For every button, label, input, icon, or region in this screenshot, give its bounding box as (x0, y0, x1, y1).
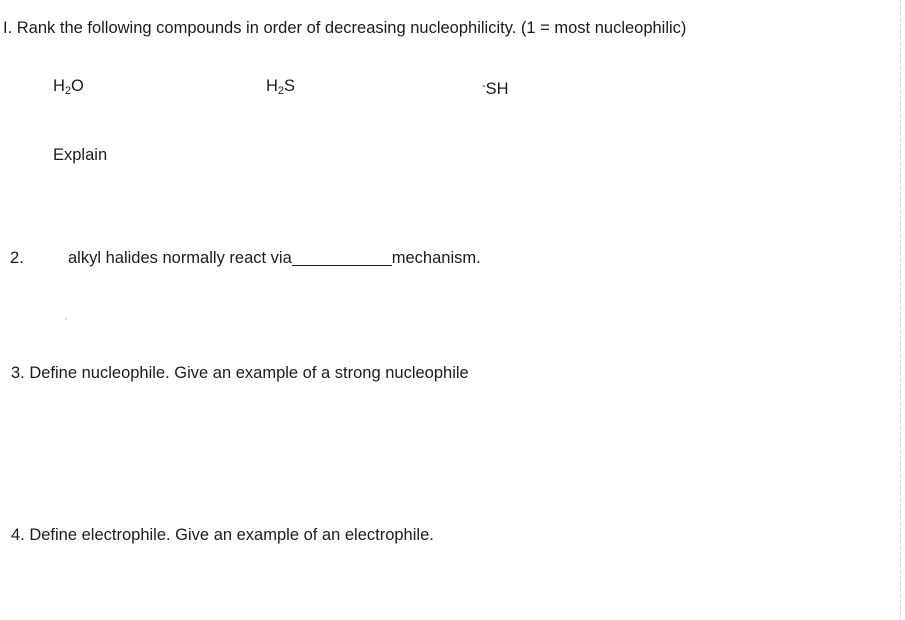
compound-water-subscript: 2 (64, 85, 72, 97)
compound-water-element-2: O (71, 77, 84, 95)
question-3-prompt: 3. Define nucleophile. Give an example of a strong nucleophile (11, 364, 469, 382)
answer-blank[interactable] (292, 250, 392, 266)
compound-hydrogen-sulfide (266, 76, 295, 101)
scan-speck (65, 318, 67, 320)
question-2-text-before: alkyl halides normally react via (68, 249, 292, 267)
page-edge-line (900, 0, 901, 620)
question-2-text-after: mechanism. (391, 249, 481, 267)
explain-label: Explain (53, 146, 108, 164)
compound-water-element: H (53, 77, 65, 95)
question-2-number: 2. (10, 249, 24, 267)
question-1-prompt: I. Rank the following compounds in order of decreasing nucleophilicity. (1 = most nucleophilic) (3, 19, 687, 37)
question-4-prompt: 4. Define electrophile. Give an example of an electrophile. (11, 526, 434, 544)
compound-sh-formula: SH (485, 80, 509, 98)
compound-sh-charge: - (482, 80, 486, 92)
compound-hydrosulfide (482, 76, 509, 99)
compound-h2s-subscript: 2 (277, 85, 285, 97)
compound-water (53, 76, 84, 101)
compound-h2s-element: H (266, 77, 278, 95)
compound-h2s-element-2: S (284, 77, 296, 95)
question-2-sentence (68, 248, 481, 268)
